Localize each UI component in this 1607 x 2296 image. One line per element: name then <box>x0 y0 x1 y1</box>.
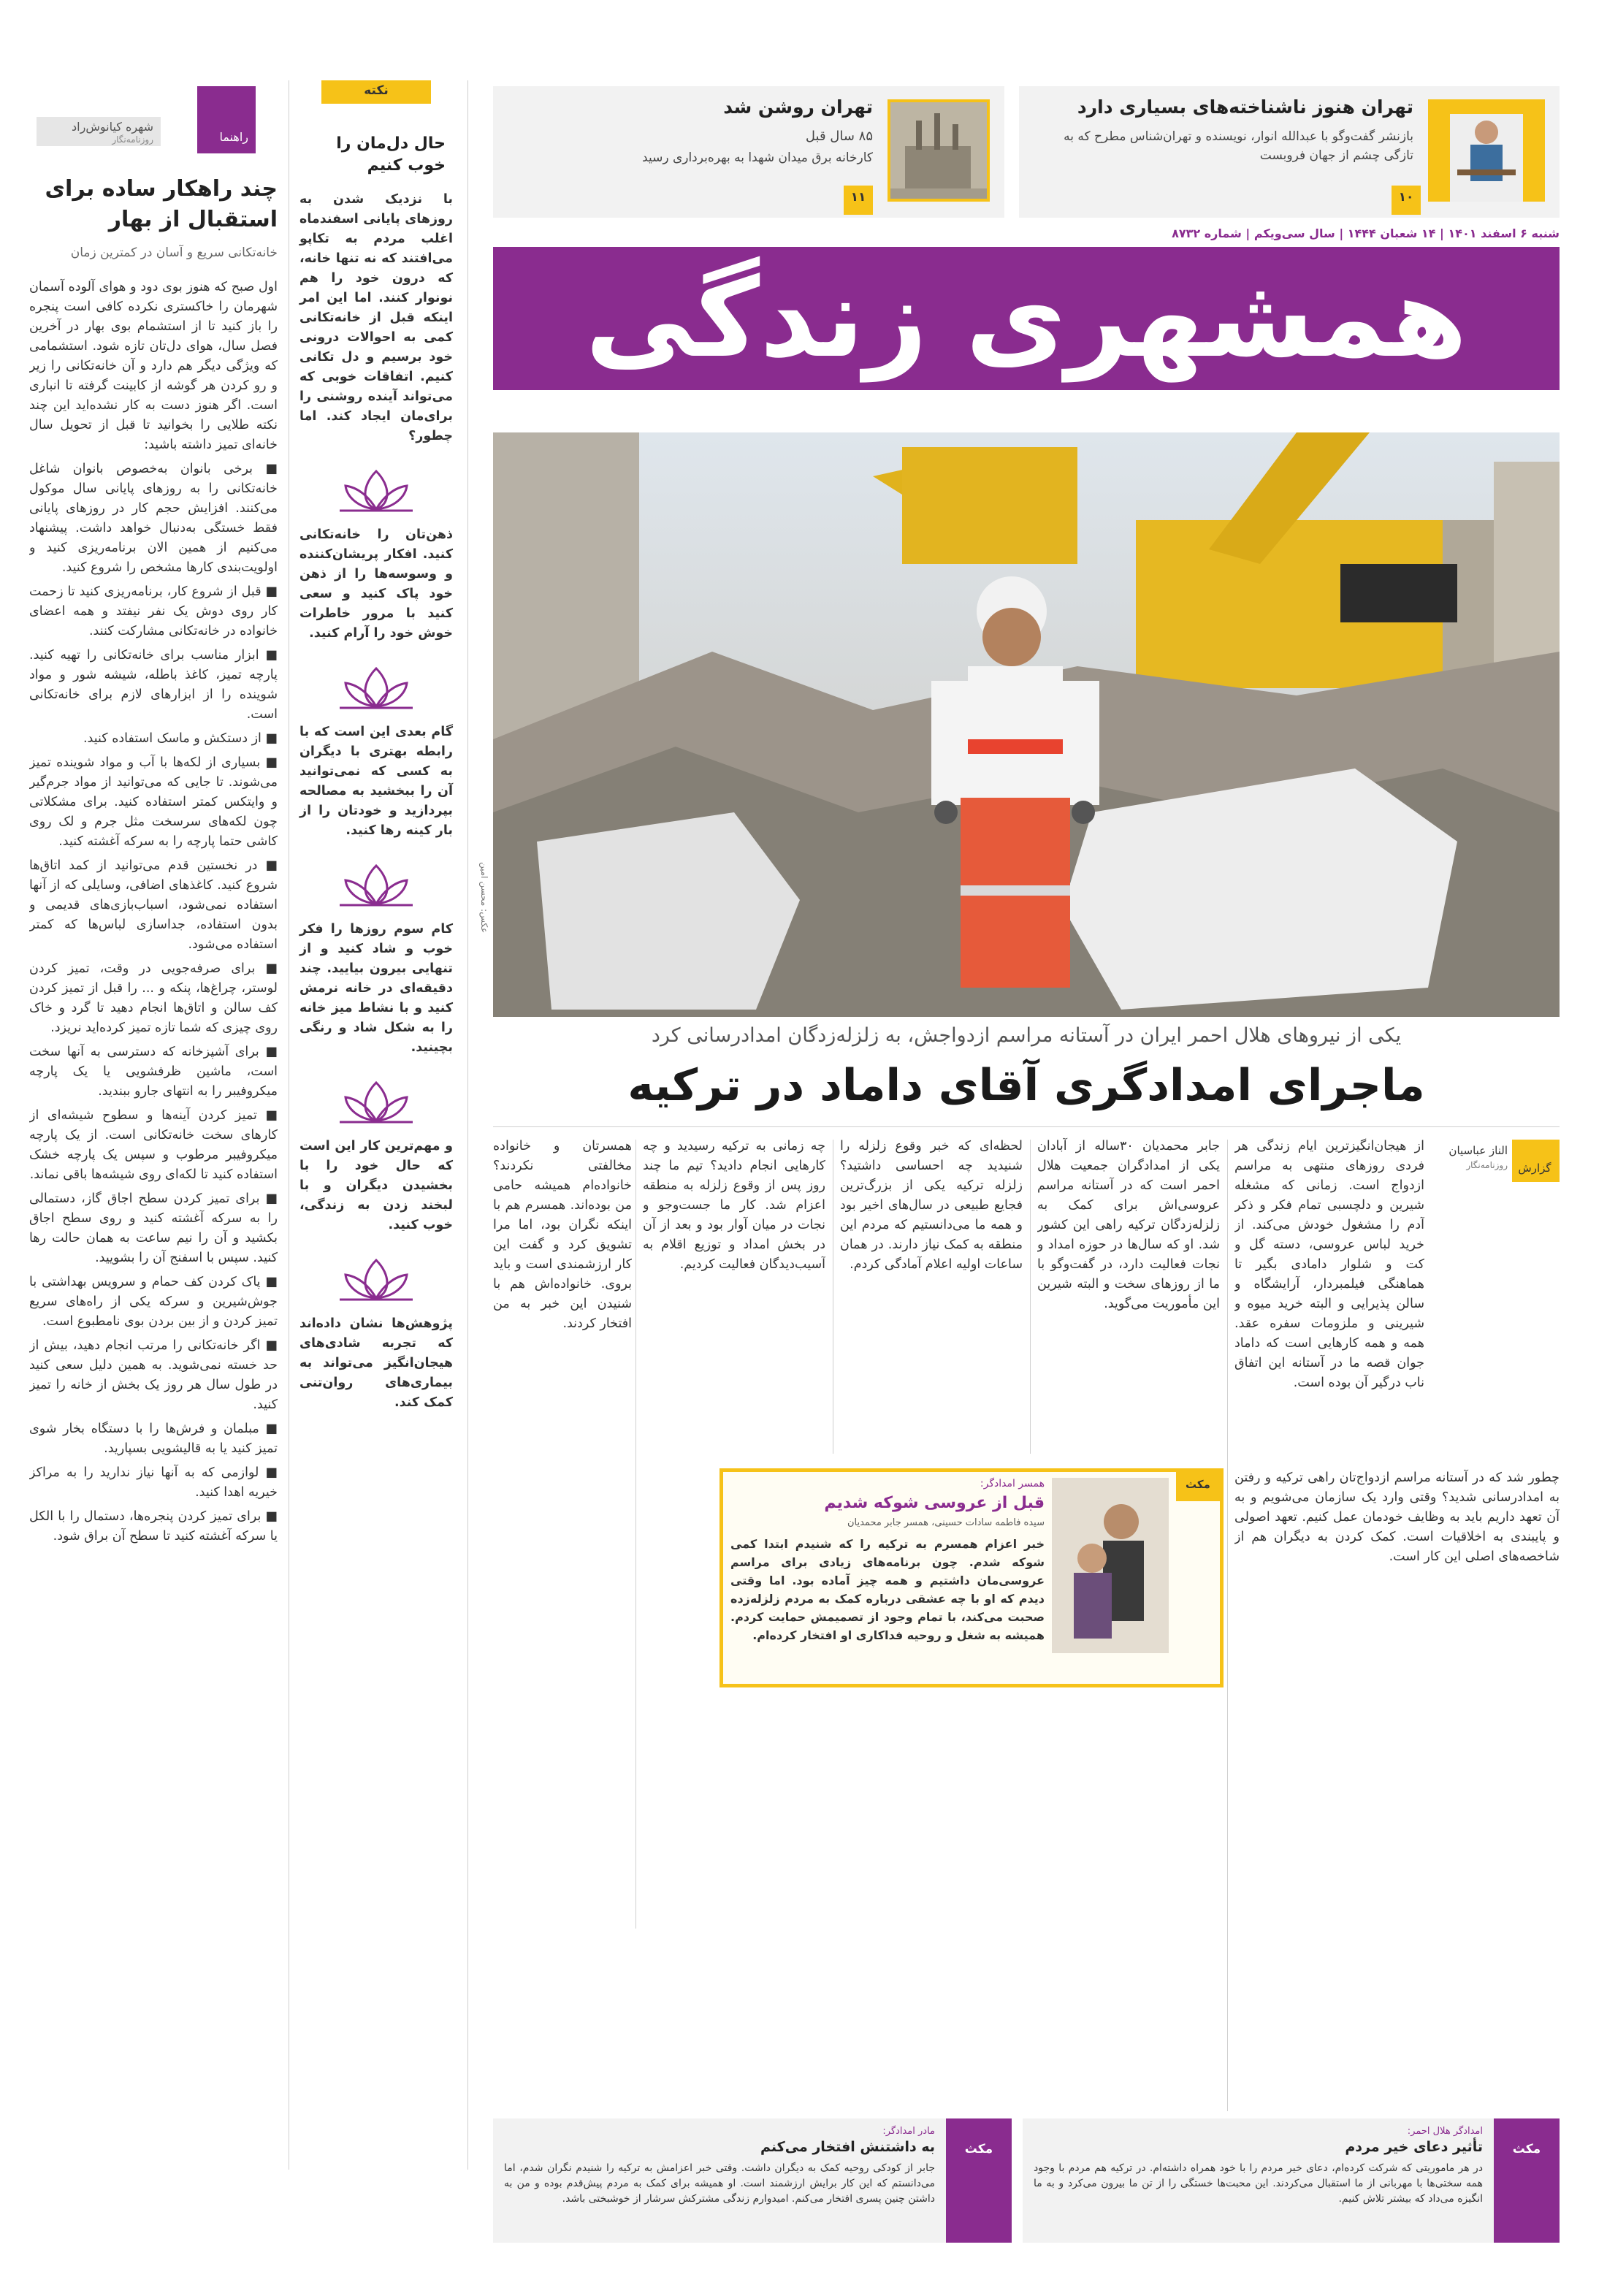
teaser-left-title: تهران روشن شد <box>723 96 873 118</box>
lotus-ornament-icon <box>332 661 420 712</box>
narrow-paragraph: گام بعدی این است که با رابطه بهتری با دیگران به کسی که نمی‌توانید آن را ببخشید به مصالحه بپردازید و خودتان را از بار کینه رها کنید. <box>299 725 453 838</box>
byline-role: روزنامه‌نگار <box>1466 1160 1508 1170</box>
lotus-ornament-icon <box>332 858 420 909</box>
teaser-left-subtitle: ۸۵ سال قبل <box>805 129 873 144</box>
left-subheadline: خانه‌تکانی سریع و آسان در کمترین زمان <box>70 245 278 260</box>
feature-photo <box>493 432 1560 1017</box>
couple-portrait-icon <box>1052 1478 1169 1653</box>
tip-label: نکته <box>364 83 389 98</box>
left-paragraph: اول صبح که هنوز بوی دود و هوای آلوده آسمان شهرمان را خاکستری نکرده کافی است پنجره را باز کنید تا از استشمام بوی بهار در آخرین فصل سال، هوای دل‌تان تازه شود. استشمامی که ویژگی دیگر هم دارد و آن خانه‌تکانی را زیر و رو کردن هر گوشه از کابینت گرفته تا انباری است. اگر هنوز دست به کار نشده‌اید این چند نکته طلایی را بخوانید تا قبل از تحویل سال خانه‌ای تمیز داشته باشید: <box>29 280 278 452</box>
narrow-headline: حال دل‌مان را خوب کنیم <box>336 134 446 175</box>
bottom-right-tag: مکث <box>1512 2142 1541 2156</box>
photo-credit: عکس: محسن امین <box>479 862 489 934</box>
byline-section-box <box>1512 1140 1560 1182</box>
sidebar-tag: مکث <box>1186 1478 1210 1491</box>
feature-intro: از هیجان‌انگیزترین ایام زندگی هر فردی روزهای منتهی به مراسم ازدواج است. زمانی که مشغله شیرین و دلچسبی تمام فکر و ذکر آدم را مشغول خودش می‌کند. از خرید لباس عروسی، دسته گل و کت و شلوار دامادی بگیر تا هماهنگی فیلمبردار، آرایشگاه و سالن پذیرایی و البته خرید میوه و شیرینی و ملزومات سفره عقد. همه و همه کارهایی است که داماد جوان قصه ما در آستانه این اتفاق ناب درگیر آن بوده است. <box>1234 1139 1424 1390</box>
author-header <box>29 86 278 153</box>
sidebar-box <box>719 1468 1224 1687</box>
left-paragraph: ■ تمیز کردن آینه‌ها و سطوح شیشه‌ای از کارهای سخت خانه‌تکانی است. از یک پارچه میکروفیبر مرطوب و سپس یک پارچه خشک استفاده کنید تا لکه‌ای روی شیشه‌ها باقی نماند. <box>29 1108 278 1182</box>
bottom-left-tag: مکث <box>964 2142 993 2156</box>
top-teasers <box>493 86 1560 218</box>
bottom-left-kicker: مادر امدادگر: <box>882 2126 935 2137</box>
lotus-ornament-icon <box>332 464 420 515</box>
bottom-right-text: در هر ماموریتی که شرکت کرده‌ام، دعای خیر مردم را با خود همراه داشته‌ام. در ترکیه هم مردم با وجود همه سختی‌ها با مهربانی از ما استقبال می‌کردند. این محبت‌ها خستگی را از تن ما بیرون می‌کرد و به ما انگیزه می‌داد که بیشتر تلاش کنیم. <box>1034 2162 1483 2205</box>
teaser-right-title: تهران هنوز ناشناخته‌های بسیاری دارد <box>1077 96 1413 118</box>
section-tag: راهنما <box>219 130 248 144</box>
column-divider <box>1030 1140 1031 1454</box>
feature-column: چه زمانی به ترکیه رسیدید و چه کارهایی انجام دادید؟ تیم ما چند روز پس از وقوع زلزله به منطقه اعزام شد. کار ما جست‌وجو و نجات در میان آوار بود و بعد از آن در بخش امداد و توزیع اقلام به آسیب‌دیدگان فعالیت کردیم. <box>643 1139 825 1272</box>
left-headline: چند راهکار ساده برای استقبال از بهار <box>45 176 278 232</box>
left-paragraph: ■ مبلمان و فرش‌ها را با دستگاه بخار شوی تمیز کنید یا به قالیشویی بسپارید. <box>29 1422 278 1456</box>
left-column <box>29 86 278 2249</box>
bottom-left-title: به داشتنش افتخار می‌کنم <box>760 2139 935 2155</box>
feature-column: چطور شد که در آستانه مراسم ازدواج‌تان راهی ترکیه و رفتن به امدادرسانی شدید؟ وقتی وارد یک سازمان می‌شویم و به آن تعهد داریم باید به وظایف خودمان عمل کنیم. تعهد اصولی و پایبندی به اخلاقیات است. کمک کردن به دیگران هم از شاخصه‌های اصلی این کار است. <box>1234 1471 1560 1564</box>
left-paragraph: ■ برخی بانوان به‌خصوص بانوان شاغل خانه‌تکانی را به روزهای پایانی سال موکول می‌کنند. افزایش حجم کار در روزهای پایانی فقط خستگی به‌دنبال خواهد داشت. پیشنهاد می‌کنیم از همین الان برنامه‌ریزی کنید و اولویت‌بندی کارها مشخص را شروع کنید. <box>29 462 278 575</box>
bottom-right-title: تأثیر دعای خیر مردم <box>1345 2139 1483 2155</box>
narrow-paragraph: با نزدیک شدن به روزهای پایانی اسفندماه اغلب مردم به تکاپو می‌افتند که نه تنها خانه، که درون خود را هم نونوار کنند. اما این امر اینکه قبل از خانه‌تکانی کمی به احوالات درونی خود برسیم و دل تکانی کنیم. اتفاقات خوبی که می‌تواند آینده روشنی را برای‌مان ایجاد کند. اما چطور؟ <box>299 192 453 443</box>
left-paragraph: ■ برای آشپزخانه که دسترسی به آنها سخت است، ماشین ظرفشویی یا یک پارچه میکروفیبر را به انتهای جارو ببندید. <box>29 1045 278 1099</box>
bottom-box-left <box>493 2118 1012 2243</box>
left-paragraph: ■ ابزار مناسب برای خانه‌تکانی را تهیه کنید. پارچه تمیز، کاغذ باطله، شیشه شور و مواد شوینده را از ابزارهای لازم برای خانه‌تکانی است. <box>29 648 278 722</box>
feature-column: همسرتان و خانواده مخالفتی نکردند؟ خانواده‌ام همیشه حامی من بوده‌اند. همسرم هم با اینکه نگران بود، اما مرا تشویق کرد و گفت این کار ارزشمندی است و باید بروی. خانواده‌اش هم با شنیدن این خبر به من افتخار کردند. <box>493 1139 632 1331</box>
byline-name: الناز عباسیان <box>1448 1144 1508 1157</box>
bottom-right-tag-box <box>1494 2118 1560 2243</box>
narrow-column <box>299 80 453 2170</box>
left-paragraph: ■ قبل از شروع کار، برنامه‌ریزی کنید تا زحمت کار روی دوش یک نفر نیفتد و همه اعضای خانواده در خانه‌تکانی مشارکت کنند. <box>29 584 278 638</box>
sidebar-author: سیده فاطمه سادات حسینی، همسر جابر محمدیان <box>847 1517 1045 1528</box>
teaser-right-thumbnail <box>1428 99 1545 202</box>
feature-headline: ماجرای امدادگری آقای داماد در ترکیه <box>627 1060 1425 1111</box>
narrow-paragraph: پژوهش‌ها نشان داده‌اند که تجربه شادی‌های هیجان‌انگیز می‌تواند به بیماری‌های روان‌تنی کمک کند. <box>299 1316 453 1410</box>
sidebar-kicker: همسر امدادگر: <box>980 1478 1045 1490</box>
teaser-right-desc: بازنشر گفت‌وگو با عبدالله انوار، نویسنده و تهران‌شناس مطرح که به تازگی چشم از جهان فروبست <box>1064 129 1413 163</box>
left-paragraph: ■ لوازمی که به آنها نیاز ندارید را به مراکز خیریه اهدا کنید. <box>29 1465 278 1500</box>
sidebar-title: قبل از عروسی شوکه شدیم <box>824 1494 1045 1512</box>
bottom-box-right <box>1023 2118 1560 2243</box>
left-body <box>29 278 278 2243</box>
teaser-right-page: ۱۰ <box>1398 190 1414 205</box>
narrow-body <box>299 190 453 1413</box>
byline-section: گزارش <box>1518 1162 1551 1175</box>
headline-divider <box>493 1126 1560 1127</box>
bottom-right-kicker: امدادگر هلال احمر: <box>1407 2126 1483 2137</box>
sidebar-text: خبر اعزام همسرم به ترکیه را که شنیدم ابتدا کمی شوکه شدم. چون برنامه‌های زیادی برای مراسم عروسی‌مان داشتیم و همه چیز آماده بود. اما وقتی دیدم که او با چه عشقی درباره کمک به مردم زلزله‌زده صحبت می‌کند، با تمام وجود از تصمیمش حمایت کردم. همیشه به شغل و روحیه فداکاری او افتخار کرده‌ام. <box>730 1537 1045 1642</box>
narrow-paragraph: کام سوم روزها را فکر خوب و شاد کنید و از تنهایی بیرون بیایید. چند دقیقه‌ای در خانه نرمش کنید و با نشاط میز خانه را به شکل شاد و رنگی بچینید. <box>299 922 453 1055</box>
bottom-left-tag-box <box>946 2118 1012 2243</box>
feature-column: جابر محمدیان ۳۰ساله از آبادان یکی از امدادگران جمعیت هلال احمر است که در آستانه مراسم عروسی‌اش برای کمک به زلزله‌زدگان ترکیه راهی این کشور شد. او که سال‌ها در حوزه امداد و نجات فعالیت دارد، در گفت‌وگو با ما از روزهای سخت و البته شیرین این مأموریت می‌گوید. <box>1037 1139 1220 1311</box>
teaser-left-desc: کارخانه برق میدان شهدا به بهره‌برداری رسید <box>642 150 873 165</box>
left-paragraph: ■ برای تمیز کردن پنجره‌ها، دستمال را با الکل یا سرکه آغشته کنید تا سطح آن براق شود. <box>29 1509 278 1544</box>
bottom-left-text: جابر از کودکی روحیه کمک به دیگران داشت. وقتی خبر اعزامش به ترکیه را شنیدم نگران شدم، اما می‌دانستم که این کار برایش ارزشمند است. او همیشه برای کمک به مردم پیش‌قدم بوده و من به داشتن چنین پسری افتخار می‌کنم. امیدوارم زندگی مشترکش سرشار از خوشبختی باشد. <box>504 2162 935 2205</box>
feature-kicker: یکی از نیروهای هلال احمر ایران در آستانه مراسم ازدواجش، به زلزله‌زدگان امدادرسانی کرد <box>651 1024 1402 1047</box>
left-paragraph: ■ از دستکش و ماسک استفاده کنید. <box>83 731 278 746</box>
narrow-paragraph: و مهم‌ترین کار این است که حال خود را با بخشیدن دیگران و با لبخند زدن به زندگی، خوب کنید. <box>299 1139 453 1232</box>
author-role: روزنامه‌نگار <box>112 134 153 145</box>
rescue-worker-photo-icon <box>493 432 1560 1017</box>
author-name: شهره کیانوش‌راد <box>72 120 153 134</box>
left-paragraph: ■ برای صرفه‌جویی در وقت، تمیز کردن لوستر، چراغ‌ها، پنکه و ... را قبل از تمیز کردن کف سالن و اتاق‌ها انجام دهید تا گرد و خاک روی چیزی که شما تازه تمیز کرده‌اید نریزد. <box>29 961 278 1035</box>
masthead-title: همشهری زندگی <box>585 255 1467 382</box>
feature-byline <box>1432 1140 1560 1182</box>
column-divider <box>467 80 468 2170</box>
couple-photo <box>1052 1478 1169 1653</box>
left-paragraph: ■ برای تمیز کردن سطح اجاق گاز، دستمالی را به سرکه آغشته کنید و روی سطح اجاق بکشید و آن را نیم ساعت به همان حالت رها کنید. سپس با اسفنج آن را بشویید. <box>29 1191 278 1265</box>
left-paragraph: ■ پاک کردن کف حمام و سرویس بهداشتی با جوش‌شیرین و سرکه یکی از راه‌های سریع تمیز کردن و از بین بردن بوی نامطبوع است. <box>29 1275 278 1329</box>
lotus-ornament-icon <box>332 1253 420 1304</box>
left-paragraph: ■ اگر خانه‌تکانی را مرتب انجام دهید، بیش از حد خسته نمی‌شوید. به همین دلیل سعی کنید در طول سال هر روز یک بخش از خانه را تمیز کنید. <box>29 1338 278 1412</box>
left-paragraph: ■ بسیاری از لکه‌ها با آب و مواد شوینده تمیز می‌شوند. تا جایی که می‌توانید از مواد جرم‌گیر و وایتکس کمتر استفاده کنید. برای مشکلاتی چون لکه‌های سرسخت مثل جرم و لک روی کاشی حتما پارچه را به سرکه آغشته کنید. <box>29 755 278 849</box>
factory-photo-icon <box>890 102 987 199</box>
date-line: شنبه ۶ اسفند ۱۴۰۱ | ۱۴ شعبان ۱۴۴۴ | سال سی‌ویکم | شماره ۸۷۳۲ <box>1172 226 1560 240</box>
old-man-portrait-icon <box>1428 99 1545 202</box>
column-divider <box>1227 1140 1228 2111</box>
left-paragraph: ■ در نخستین قدم می‌توانید از کمد اتاق‌ها شروع کنید. کاغذهای اضافی، وسایلی که از آنها استفاده نمی‌شود، اسباب‌بازی‌های قدیمی و بدون استفاده، جداسازی لباس‌ها که کمتر استفاده می‌شود. <box>29 858 278 952</box>
lotus-ornament-icon <box>332 1075 420 1126</box>
teaser-left-page: ۱۱ <box>850 190 866 205</box>
narrow-paragraph: ذهن‌تان را خانه‌تکانی کنید. افکار پریشان‌کننده و وسوسه‌ها را از ذهن خود پاک کنید و سعی کنید با مرور خاطرات خوش خود را آرام کنید. <box>299 527 453 641</box>
feature-column: لحظه‌ای که خبر وقوع زلزله را شنیدید چه احساسی داشتید؟ زلزله ترکیه یکی از بزرگ‌ترین فجایع طبیعی در سال‌های اخیر بود و همه ما می‌دانستیم که مردم این منطقه به کمک نیاز دارند. در همان ساعات اولیه اعلام آمادگی کردم. <box>840 1139 1023 1272</box>
column-divider <box>635 1140 636 1929</box>
teaser-left-thumbnail <box>888 99 990 202</box>
